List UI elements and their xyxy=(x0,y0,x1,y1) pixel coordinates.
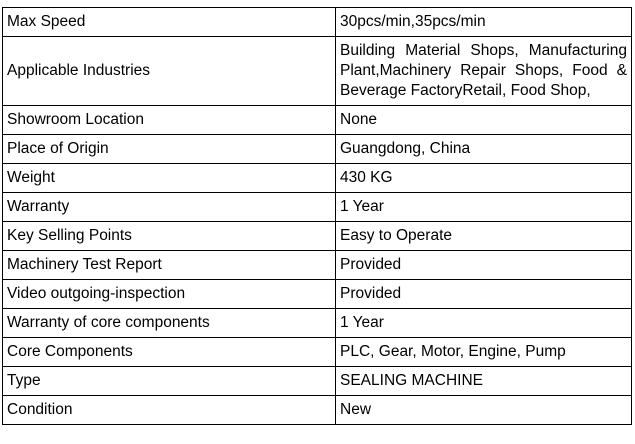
spec-value: Guangdong, China xyxy=(336,135,632,164)
spec-value: None xyxy=(336,106,632,135)
table-row xyxy=(3,193,632,222)
spec-label: Place of Origin xyxy=(3,135,336,164)
spec-value: Provided xyxy=(336,251,632,280)
spec-table xyxy=(2,7,632,425)
table-row xyxy=(3,37,632,106)
table-row xyxy=(3,135,632,164)
table-row xyxy=(3,309,632,338)
spec-label: Machinery Test Report xyxy=(3,251,336,280)
spec-label: Video outgoing-inspection xyxy=(3,280,336,309)
spec-label: Warranty xyxy=(3,193,336,222)
spec-value: PLC, Gear, Motor, Engine, Pump xyxy=(336,338,632,367)
spec-value: 1 Year xyxy=(336,193,632,222)
spec-label: Applicable Industries xyxy=(3,37,336,106)
spec-label: Max Speed xyxy=(3,8,336,37)
spec-value: Building Material Shops, Manufacturing Plant,Machinery Repair Shops, Food & Beverage FactoryRetail, Food Shop, xyxy=(336,37,632,106)
spec-value: SEALING MACHINE xyxy=(336,367,632,396)
table-row xyxy=(3,106,632,135)
spec-label: Type xyxy=(3,367,336,396)
table-row xyxy=(3,164,632,193)
table-row xyxy=(3,396,632,425)
spec-value: New xyxy=(336,396,632,425)
spec-value: Provided xyxy=(336,280,632,309)
spec-label: Key Selling Points xyxy=(3,222,336,251)
spec-label: Weight xyxy=(3,164,336,193)
spec-label: Condition xyxy=(3,396,336,425)
spec-value: Easy to Operate xyxy=(336,222,632,251)
table-row xyxy=(3,280,632,309)
spec-value: 1 Year xyxy=(336,309,632,338)
spec-label: Warranty of core components xyxy=(3,309,336,338)
spec-label: Core Components xyxy=(3,338,336,367)
table-row xyxy=(3,222,632,251)
spec-value: 30pcs/min,35pcs/min xyxy=(336,8,632,37)
spec-value: 430 KG xyxy=(336,164,632,193)
table-row xyxy=(3,367,632,396)
spec-label: Showroom Location xyxy=(3,106,336,135)
table-row xyxy=(3,338,632,367)
table-row xyxy=(3,8,632,37)
table-row xyxy=(3,251,632,280)
